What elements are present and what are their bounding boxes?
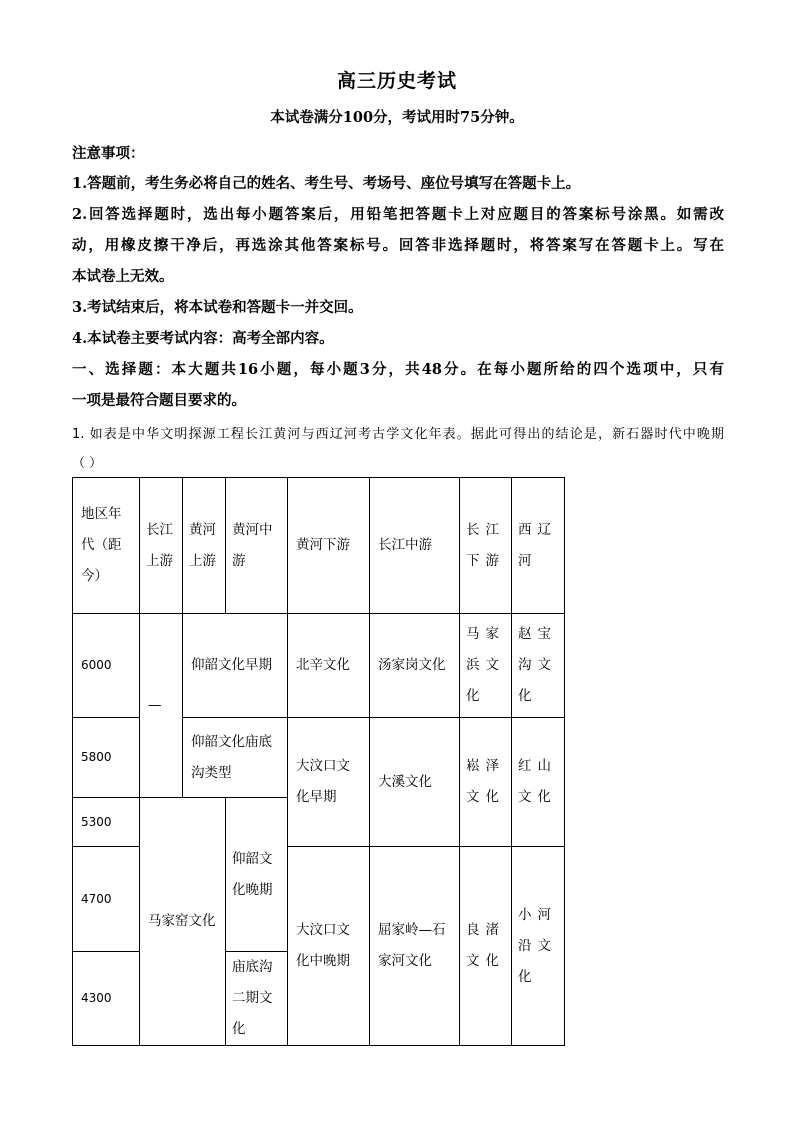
section1-heading-line-1: 一、选择题：本大题共16小题，每小题3分，共48分。在每小题所给的四个选项中，只有 (72, 361, 724, 378)
cell-dawenkou-early: 大汶口文化早期 (288, 718, 370, 847)
header-huanghe-middle: 黄河中游 (226, 478, 288, 614)
header-huanghe-lower: 黄河下游 (288, 478, 370, 614)
exam-subtitle: 本试卷满分100分，考试用时75分钟。 (270, 109, 524, 126)
header-huanghe-upper: 黄河上游 (183, 478, 226, 614)
note-item-4: 4.本试卷主要考试内容：高考全部内容。 (72, 330, 334, 347)
year-5800: 5800 (73, 718, 140, 798)
question-1-answer-blank: （ ） (72, 456, 103, 471)
cell-yangshao-early: 仰韶文化早期 (183, 614, 288, 718)
year-5300: 5300 (73, 798, 140, 847)
cell-xiaoheyan: 小河沿文化 (512, 847, 565, 1046)
cell-songze: 崧泽文化 (460, 718, 512, 847)
header-xiliaohe: 西辽河 (512, 478, 565, 614)
cell-majiayao: 马家窑文化 (140, 798, 226, 1046)
header-changjiang-middle: 长江中游 (370, 478, 460, 614)
header-region-year: 地区年代（距今） (73, 478, 140, 614)
section1-heading-line-2: 一项是最符合题目要求的。 (72, 392, 246, 409)
note-item-1: 1.答题前，考生务必将自己的姓名、考生号、考场号、座位号填写在答题卡上。 (72, 175, 581, 192)
cell-zhaobaogou: 赵宝沟文化 (512, 614, 565, 718)
cell-changjiang-upper-early: — (140, 614, 183, 798)
exam-title: 高三历史考试 (336, 70, 457, 92)
year-4300: 4300 (73, 952, 140, 1046)
cell-miaodigou-2: 庙底沟二期文化 (226, 952, 288, 1046)
cell-beixin: 北辛文化 (288, 614, 370, 718)
table-row (73, 614, 565, 718)
notes-heading: 注意事项： (72, 145, 145, 162)
cell-hongshan: 红山文化 (512, 718, 565, 847)
question-1-stem: 1. 如表是中华文明探源工程长江黄河与西辽河考古学文化年表。据此可得出的结论是，新石器时代中晚期 (72, 427, 724, 442)
year-6000: 6000 (73, 614, 140, 718)
cell-tangjiagang: 汤家岗文化 (370, 614, 460, 718)
cell-miaodigou-type: 仰韶文化庙底沟类型 (183, 718, 288, 798)
note-item-2-line-1: 2.回答选择题时，选出每小题答案后，用铅笔把答题卡上对应题目的答案标号涂黑。如需改 (72, 206, 724, 223)
note-item-2-line-3: 本试卷上无效。 (72, 268, 174, 285)
note-item-2-line-2: 动，用橡皮擦干净后，再选涂其他答案标号。回答非选择题时，将答案写在答题卡上。写在 (72, 237, 724, 254)
archaeology-chronology-table (72, 477, 565, 1046)
cell-liangzhu: 良渚文化 (460, 847, 512, 1046)
year-4700: 4700 (73, 847, 140, 952)
note-item-3: 3.考试结束后，将本试卷和答题卡一并交回。 (72, 299, 363, 316)
table-header-row (73, 478, 565, 614)
header-changjiang-lower: 长江下游 (460, 478, 512, 614)
cell-yangshao-late: 仰韶文化晚期 (226, 798, 288, 952)
header-changjiang-upper: 长江上游 (140, 478, 183, 614)
cell-qujialing-shijiahe: 屈家岭—石家河文化 (370, 847, 460, 1046)
cell-majiabang: 马家浜文化 (460, 614, 512, 718)
cell-dawenkou-midlate: 大汶口文化中晚期 (288, 847, 370, 1046)
cell-daxi: 大溪文化 (370, 718, 460, 847)
